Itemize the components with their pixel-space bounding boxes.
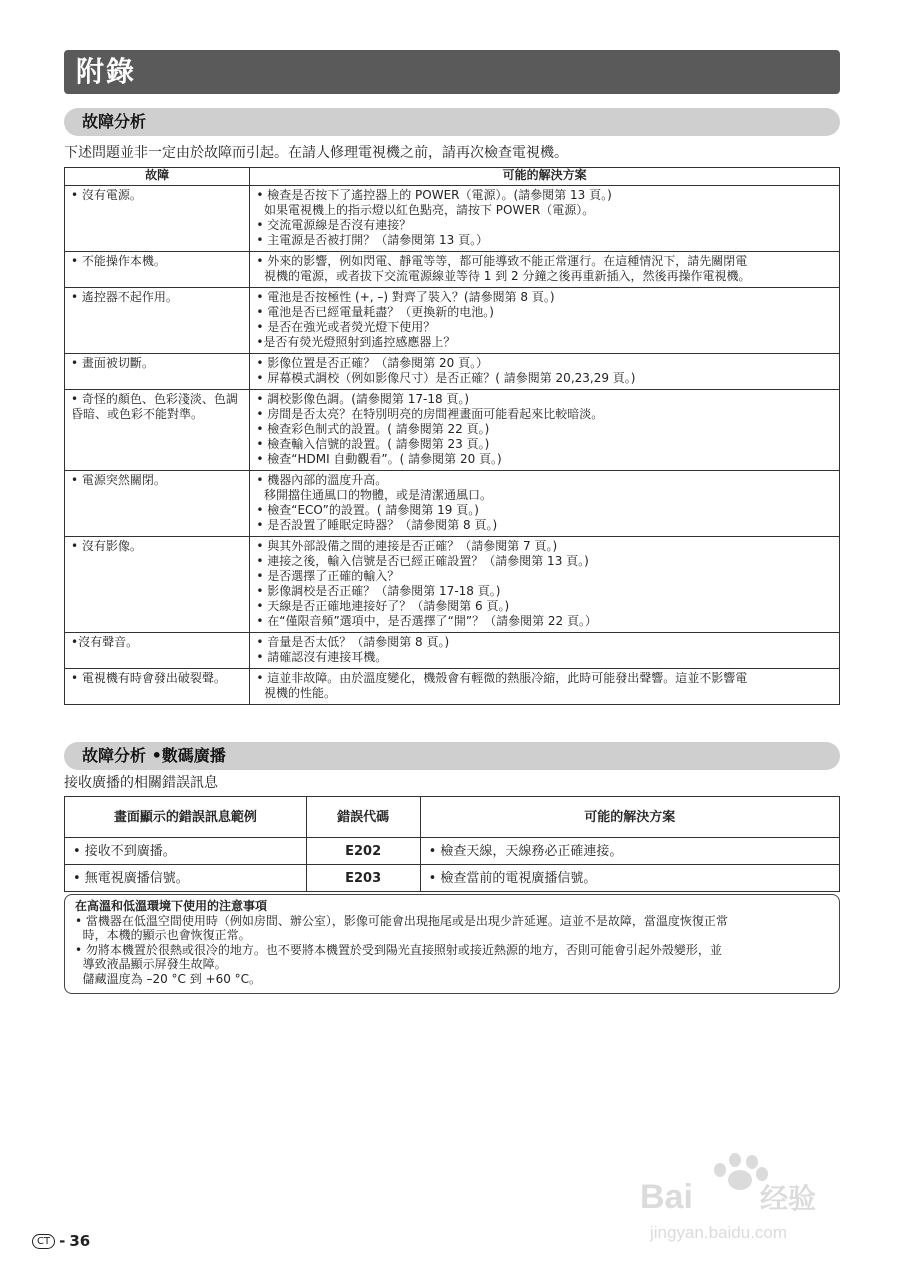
note-line: 儲藏溫度為 –20 °C 到 +60 °C。 xyxy=(75,971,262,986)
solution-line: • 檢查輸入信號的設置。( 請參閱第 23 頁。) xyxy=(256,437,490,451)
solution-line: • 請確認沒有連接耳機。 xyxy=(256,650,388,664)
solution-line: • 屏幕模式調校（例如影像尺寸）是否正確？( 請參閱第 20,23,29 頁。) xyxy=(256,371,636,385)
table-header-row xyxy=(65,168,840,186)
table-row xyxy=(65,288,840,354)
solution-line: • 檢查是否按下了遙控器上的 POWER（電源）。(請參閱第 13 頁。) xyxy=(256,188,612,202)
solution-line: • 交流電源線是否沒有連接？ xyxy=(256,218,412,232)
problem-cell: • 沒有影像。 xyxy=(65,537,250,633)
section-intro: 下述問題並非一定由於故障而引起。在請人修理電視機之前，請再次檢查電視機。 xyxy=(64,145,568,161)
watermark-url: jingyan.baidu.com xyxy=(650,1223,788,1242)
solution-line: • 連接之後，輸入信號是否已經正確設置？（請參閱第 13 頁。) xyxy=(256,554,589,568)
solution-line: • 機器內部的溫度升高。 xyxy=(256,473,388,487)
table-row xyxy=(65,354,840,390)
header-problem: 故障 xyxy=(65,168,250,186)
header-message: 畫面顯示的錯誤訊息範例 xyxy=(65,797,307,838)
note-line: • 當機器在低溫空間使用時（例如房間、辦公室），影像可能會出現拖尾或是出現少許延遲。這並不是故障，當溫度恢復正常 xyxy=(75,913,728,928)
error-message: • 無電視廣播信號。 xyxy=(65,865,307,892)
page-separator: - xyxy=(59,1232,66,1250)
note-line: 導致液晶顯示屏發生故障。 xyxy=(75,957,227,971)
table-row xyxy=(65,471,840,537)
table-row xyxy=(65,669,840,705)
problem-cell: • 遙控器不起作用。 xyxy=(65,288,250,354)
solution-line: • 檢查“ECO”的設置。( 請參閱第 19 頁。) xyxy=(256,503,479,517)
solution-line: • 在“僅限音頻”選項中，是否選擇了“開”？（請參閱第 22 頁。） xyxy=(256,614,598,628)
page-number xyxy=(32,1232,90,1250)
solution-cell xyxy=(250,633,840,669)
header-solution: 可能的解決方案 xyxy=(250,168,840,186)
solution-line: • 主電源是否被打開？（請參閱第 13 頁。） xyxy=(256,233,489,247)
note-title: 在高溫和低溫環境下使用的注意事項 xyxy=(75,899,268,913)
baidu-watermark xyxy=(640,1150,860,1250)
language-badge: CT xyxy=(32,1234,55,1249)
solution-line: • 這並非故障。由於溫度變化，機殼會有輕微的熱脹冷縮，此時可能發出聲響。這並不影響電 xyxy=(256,671,748,685)
section-header-troubleshooting: 故障分析 xyxy=(64,108,840,136)
table-row xyxy=(65,838,840,865)
temperature-note xyxy=(64,894,840,994)
solution-cell xyxy=(250,252,840,288)
solution-cell xyxy=(250,354,840,390)
problem-cell: • 電視機有時會發出破裂聲。 xyxy=(65,669,250,705)
watermark-brand-cn: 经验 xyxy=(760,1182,817,1215)
table-row xyxy=(65,390,840,471)
solution-line: • 是否設置了睡眠定時器？（請參閱第 8 頁。) xyxy=(256,518,498,532)
solution-line: 視機的電源，或者拔下交流電源線並等待 1 到 2 分鐘之後再重新插入，然後再操作電視機。 xyxy=(256,269,751,283)
solution-line: • 檢查“HDMI 自動觀看”。( 請參閱第 20 頁。) xyxy=(256,452,502,466)
section-intro-digital: 接收廣播的相關錯誤訊息 xyxy=(64,775,218,791)
solution-line: • 房間是否太亮？在特別明亮的房間裡畫面可能看起來比較暗淡。 xyxy=(256,407,604,421)
solution-line: • 電池是否按極性 (+, –) 對齊了裝入？(請參閱第 8 頁。) xyxy=(256,290,555,304)
problem-cell: • 沒有電源。 xyxy=(65,186,250,252)
solution-line: • 是否在強光或者熒光燈下使用？ xyxy=(256,320,436,334)
table-row xyxy=(65,252,840,288)
page-title: 附錄 xyxy=(64,50,840,94)
table-row xyxy=(65,186,840,252)
solution-cell xyxy=(250,669,840,705)
problem-cell: • 奇怪的顏色、色彩淺淡、色調昏暗、或色彩不能對準。 xyxy=(65,390,250,471)
solution-line: 視機的性能。 xyxy=(256,686,336,700)
solution-cell xyxy=(250,390,840,471)
table-row xyxy=(65,537,840,633)
error-solution: • 檢查天線，天線務必正確連接。 xyxy=(420,838,839,865)
error-solution: • 檢查當前的電視廣播信號。 xyxy=(420,865,839,892)
solution-cell xyxy=(250,537,840,633)
header-solution: 可能的解決方案 xyxy=(420,797,839,838)
solution-line: • 天線是否正確地連接好了？（請參閱第 6 頁。) xyxy=(256,599,510,613)
table-row xyxy=(65,865,840,892)
solution-line: 移開擋住通風口的物體，或是清潔通風口。 xyxy=(256,488,492,502)
troubleshooting-table xyxy=(64,167,840,705)
table-row xyxy=(65,633,840,669)
solution-line: • 外來的影響，例如閃電、靜電等等，都可能導致不能正常運行。在這種情況下，請先關閉電 xyxy=(256,254,748,268)
solution-cell xyxy=(250,186,840,252)
watermark-brand: Bai xyxy=(640,1178,693,1216)
table-header-row xyxy=(65,797,840,838)
problem-cell: • 不能操作本機。 xyxy=(65,252,250,288)
page-number-value: 36 xyxy=(69,1232,91,1250)
error-code-table xyxy=(64,796,840,892)
header-code: 錯誤代碼 xyxy=(306,797,420,838)
solution-line: • 影像位置是否正確？（請參閱第 20 頁。） xyxy=(256,356,489,370)
solution-line: 如果電視機上的指示燈以紅色點亮，請按下 POWER（電源）。 xyxy=(256,203,595,217)
problem-cell: • 畫面被切斷。 xyxy=(65,354,250,390)
solution-cell xyxy=(250,471,840,537)
note-line: • 勿將本機置於很熱或很冷的地方。也不要將本機置於受到陽光直接照射或接近熱源的地方，否則可能會引起外殼變形，並 xyxy=(75,942,722,957)
note-line: 時，本機的顯示也會恢復正常。 xyxy=(75,928,251,942)
solution-line: • 電池是否已經電量耗盡？（更換新的电池。) xyxy=(256,305,494,319)
solution-line: • 與其外部設備之間的連接是否正確？（請參閱第 7 頁。) xyxy=(256,539,558,553)
solution-line: • 檢查彩色制式的設置。( 請參閱第 22 頁。) xyxy=(256,422,490,436)
solution-line: • 是否選擇了正確的輸入？ xyxy=(256,569,400,583)
solution-line: • 音量是否太低？（請參閱第 8 頁。) xyxy=(256,635,450,649)
problem-cell: •沒有聲音。 xyxy=(65,633,250,669)
solution-line: • 調校影像色調。(請參閱第 17-18 頁。) xyxy=(256,392,470,406)
error-code: E202 xyxy=(306,838,420,865)
solution-cell xyxy=(250,288,840,354)
error-message: • 接收不到廣播。 xyxy=(65,838,307,865)
problem-cell: • 電源突然關閉。 xyxy=(65,471,250,537)
error-code: E203 xyxy=(306,865,420,892)
section-header-digital: 故障分析 •數碼廣播 xyxy=(64,742,840,770)
solution-line: •是否有熒光燈照射到遙控感應器上？ xyxy=(256,335,456,349)
solution-line: • 影像調校是否正確？（請參閱第 17-18 頁。) xyxy=(256,584,501,598)
